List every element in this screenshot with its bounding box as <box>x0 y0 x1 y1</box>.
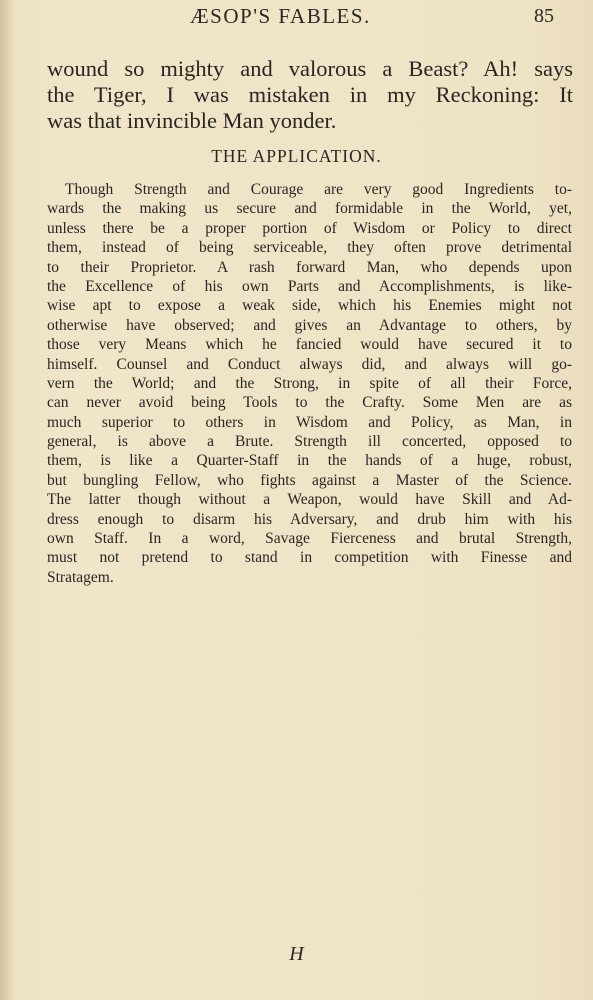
paragraph-line: to their Proprietor. A rash forward Man, who depends upon <box>47 258 572 276</box>
paragraph-line: can never avoid being Tools to the Crafty. Some Men are as <box>47 394 572 412</box>
paragraph-line: dress enough to disarm his Adversary, and drub him with his <box>47 510 572 528</box>
paragraph-line: unless there be a proper portion of Wisdom or Policy to direct <box>47 219 572 237</box>
paragraph-line: much superior to others in Wisdom and Policy, as Man, in <box>47 413 572 431</box>
paragraph-line: must not pretend to stand in competition with Finesse and <box>47 549 572 567</box>
paragraph-line: vern the World; and the Strong, in spite of all their Force, <box>47 374 572 392</box>
running-title: ÆSOP'S FABLES. <box>190 4 371 28</box>
paragraph-line: wards the making us secure and formidable in the World, yet, <box>47 200 572 218</box>
paragraph-line: the Excellence of his own Parts and Accomplishments, is like- <box>47 277 572 295</box>
paragraph-line: Stratagem. <box>47 568 114 586</box>
paragraph-line: but bungling Fellow, who fights against a Master of the Science. <box>47 471 572 489</box>
fable-ending <box>47 56 573 134</box>
paragraph-line: them, instead of being serviceable, they often prove detrimental <box>47 239 572 257</box>
fable-line: the Tiger, I was mistaken in my Reckoning: It <box>47 82 573 107</box>
paragraph-line: himself. Counsel and Conduct always did, and always will go- <box>47 355 572 373</box>
paragraph-line: Though Strength and Courage are very good Ingredients to- <box>65 181 572 198</box>
paragraph-line: The latter though without a Weapon, would have Skill and Ad- <box>47 491 572 509</box>
signature-mark: H <box>289 943 304 965</box>
fable-line: was that invincible Man yonder. <box>47 108 337 133</box>
paragraph-line: them, is like a Quarter-Staff in the hands of a huge, robust, <box>47 452 572 470</box>
fable-line: wound so mighty and valorous a Beast? Ah! says <box>47 56 573 81</box>
paragraph-line: those very Means which he fancied would have secured it to <box>47 336 572 354</box>
paragraph-line: general, is above a Brute. Strength ill concerted, opposed to <box>47 433 572 451</box>
page-number: 85 <box>534 5 554 27</box>
paragraph-line: own Staff. In a word, Savage Fierceness and brutal Strength, <box>47 530 572 548</box>
application-heading: THE APPLICATION. <box>211 146 382 166</box>
running-head <box>0 4 593 32</box>
application-paragraph <box>47 180 572 587</box>
paragraph-line: wise apt to expose a weak side, which his Enemies might not <box>47 297 572 315</box>
paragraph-line: otherwise have observed; and gives an Advantage to others, by <box>47 316 572 334</box>
